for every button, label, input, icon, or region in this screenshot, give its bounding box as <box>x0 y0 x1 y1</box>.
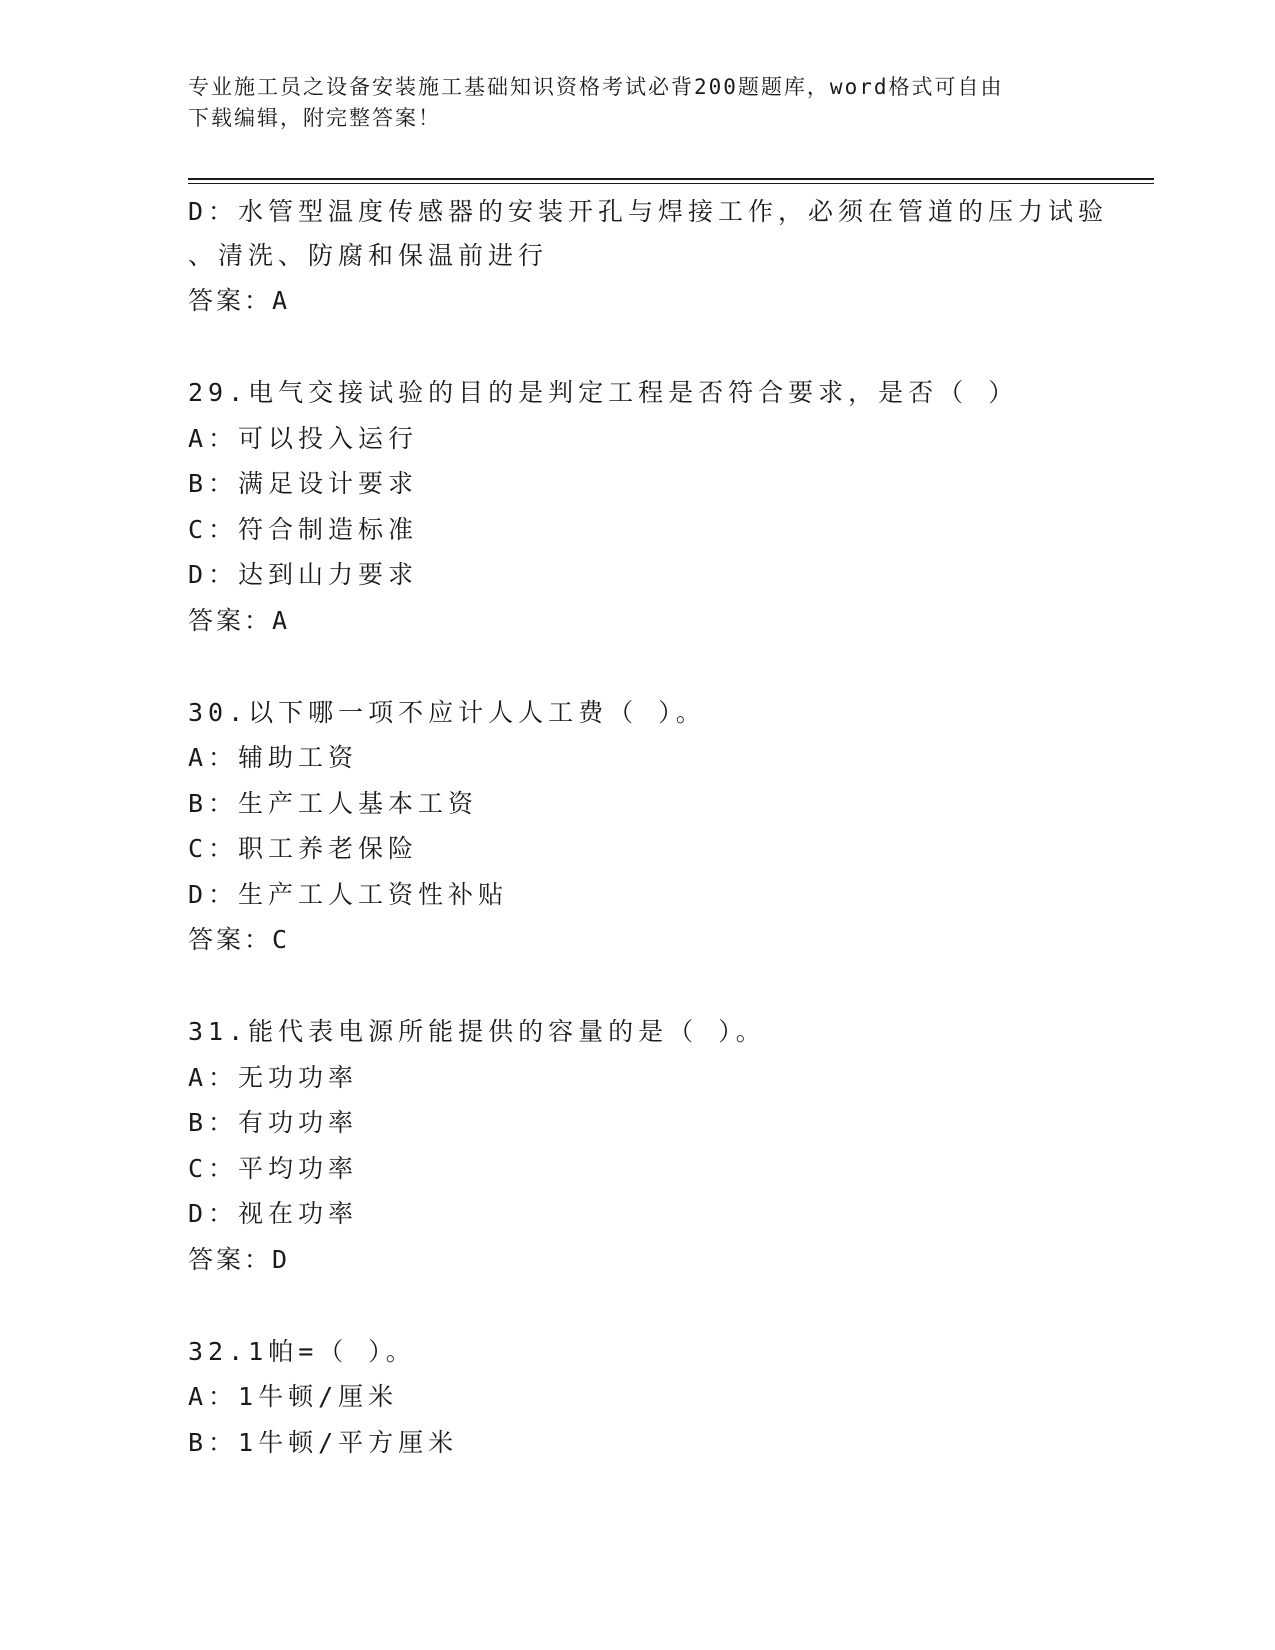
spacer <box>188 963 1088 1009</box>
question-stem: 31.能代表电源所能提供的容量的是（ ）。 <box>188 1017 766 1046</box>
option-b: B：有功功率 <box>188 1108 359 1137</box>
answer-line: 答案：A <box>188 286 291 315</box>
spacer <box>188 1283 1088 1329</box>
header-divider-thick <box>188 178 1154 180</box>
header-line-2: 下载编辑，附完整答案！ <box>188 106 441 130</box>
question-stem: 30.以下哪一项不应计人人工费（ ）。 <box>188 697 706 727</box>
question-stem: 29.电气交接试验的目的是判定工程是否符合要求，是否（ ） <box>188 378 1019 407</box>
option-a: A：无功功率 <box>188 1062 359 1092</box>
option-a: A：1牛顿/厘米 <box>188 1382 399 1411</box>
option-d-line-2: 、清洗、防腐和保温前进行 <box>188 241 549 270</box>
option-b: B：满足设计要求 <box>188 469 419 498</box>
answer-line: 答案：A <box>188 605 291 635</box>
header-line-1: 专业施工员之设备安装施工基础知识资格考试必背200题题库，word格式可自由 <box>188 75 1004 99</box>
option-c: C：符合制造标准 <box>188 514 419 544</box>
question-32 <box>188 1329 1088 1466</box>
option-a: A：辅助工资 <box>188 743 359 772</box>
option-c: C：职工养老保险 <box>188 834 419 863</box>
answer-line: 答案：D <box>188 1244 291 1274</box>
document-header <box>188 72 1078 134</box>
option-d: D：视在功率 <box>188 1199 359 1228</box>
option-d: D：生产工人工资性补贴 <box>188 879 509 909</box>
option-d-line-1: D：水管型温度传感器的安装开孔与焊接工作，必须在管道的压力试验 <box>188 197 1109 226</box>
option-a: A：可以投入运行 <box>188 423 419 453</box>
answer-line: 答案：C <box>188 925 291 954</box>
continued-question <box>188 190 1109 324</box>
option-c: C：平均功率 <box>188 1153 359 1183</box>
header-divider-thin <box>188 183 1154 184</box>
option-b: B：生产工人基本工资 <box>188 788 479 818</box>
option-d: D：达到山力要求 <box>188 560 419 589</box>
question-29 <box>188 370 1088 644</box>
question-stem: 32.1帕=（ ）。 <box>188 1336 416 1366</box>
question-30 <box>188 690 1088 964</box>
spacer <box>188 644 1088 690</box>
spacer <box>188 324 1088 370</box>
question-31 <box>188 1009 1088 1283</box>
question-content <box>188 190 1109 1465</box>
option-b: B：1牛顿/平方厘米 <box>188 1427 459 1457</box>
